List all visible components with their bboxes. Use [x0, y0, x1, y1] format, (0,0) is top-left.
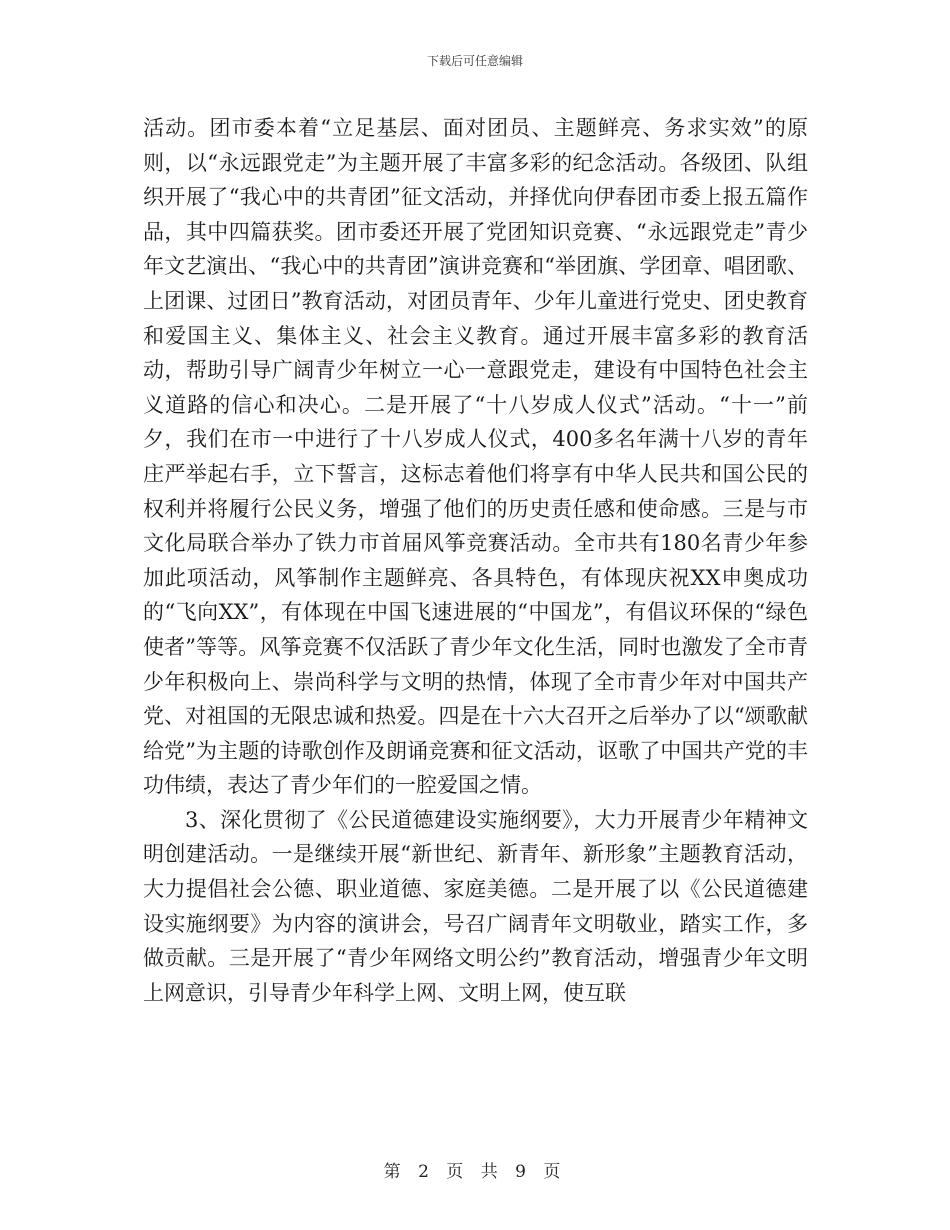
paragraph-2: 3、深化贯彻了《公民道德建设实施纲要》，大力开展青少年精神文明创建活动。一是继续开展“新世纪、新青年、新形象”主题教育活动，大力提倡社会公德、职业道德、家庭美德。二是开展了以《公民道德建设实施纲要》为内容的演讲会，号召广阔青年文明敬业，踏实工作，多做贡献。三是开展了“青少年网络文明公约”教育活动，增强青少年文明上网意识，引导青少年科学上网、文明上网，使互联 [143, 807, 808, 1005]
document-body [143, 111, 808, 1010]
page-header: 下载后可任意编辑 [426, 54, 523, 68]
page-footer: 第 2 页 共 9 页 [383, 1162, 567, 1182]
paragraph-1: 活动。团市委本着“立足基层、面对团员、主题鲜亮、务求实效”的原则，以“永远跟党走”为主题开展了丰富多彩的纪念活动。各级团、队组织开展了“我心中的共青团”征文活动，并择优向伊春团市委上报五篇作品，其中四篇获奖。团市委还开展了党团知识竞赛、“永远跟党走”青少年文艺演出、“我心中的共青团”演讲竞赛和“举团旗、学团章、唱团歌、上团课、过团日”教育活动，对团员青年、少年儿童进行党史、团史教育和爱国主义、集体主义、社会主义教育。通过开展丰富多彩的教育活动，帮助引导广阔青少年树立一心一意跟党走，建设有中国特色社会主义道路的信心和决心。二是开展了“十八岁成人仪式”活动。“十一”前夕，我们在市一中进行了十八岁成人仪式，400多名年满十八岁的青年庄严举起右手，立下誓言，这标志着他们将享有中华人民共和国公民的权利并将履行公民义务，增强了他们的历史责任感和使命感。三是与市文化局联合举办了铁力市首届风筝竞赛活动。全市共有180名青少年参加此项活动，风筝制作主题鲜亮、各具特色，有体现庆祝XX申奥成功的“飞向XX”，有体现在中国飞速进展的“中国龙”，有倡议环保的“绿色使者”等等。风筝竞赛不仅活跃了青少年文化生活，同时也激发了全市青少年积极向上、崇尚科学与文明的热情，体现了全市青少年对中国共产党、对祖国的无限忠诚和热爱。四是在十六大召开之后举办了以“颂歌献给党”为主题的诗歌创作及朗诵竞赛和征文活动，讴歌了中国共产党的丰功伟绩，表达了青少年们的一腔爱国之情。 [143, 116, 808, 798]
